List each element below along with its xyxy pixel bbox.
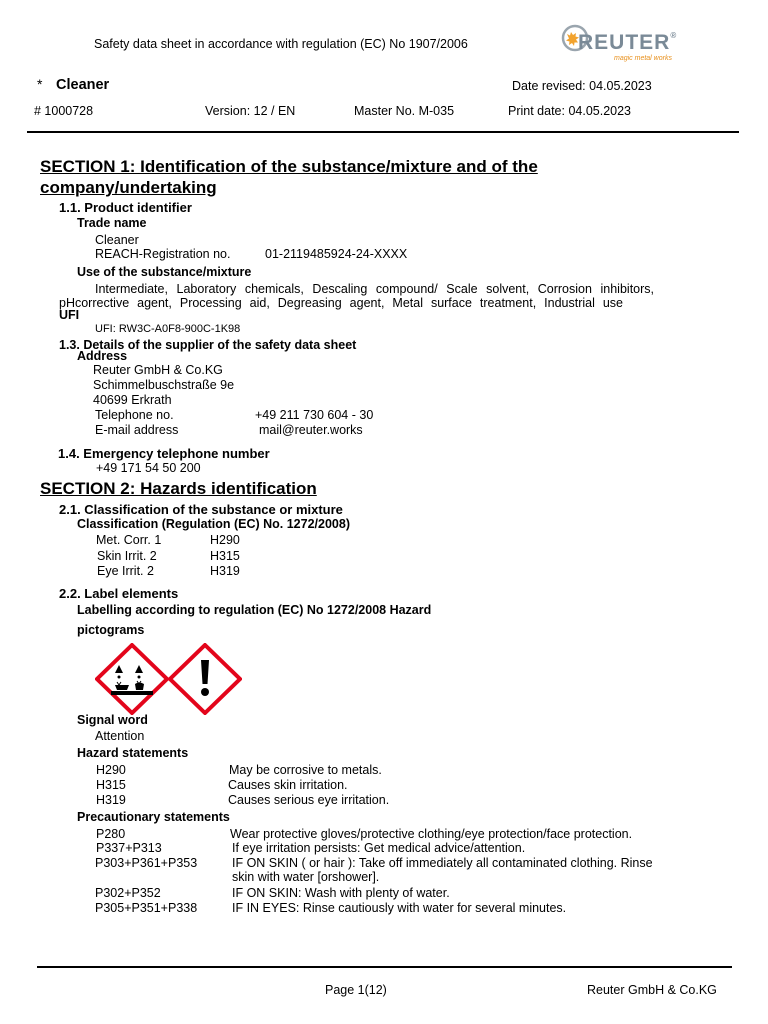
classification-name: Eye Irrit. 2 bbox=[97, 564, 154, 578]
classification-code: H290 bbox=[210, 533, 240, 547]
date-revised: Date revised: 04.05.2023 bbox=[512, 79, 652, 93]
logo-registered-mark: ® bbox=[670, 31, 678, 40]
product-number: # 1000728 bbox=[34, 104, 94, 118]
labelling-text: Labelling according to regulation (EC) No 1272/2008 Hazard bbox=[77, 603, 432, 617]
version: Version: 12 / EN bbox=[205, 104, 296, 118]
heading-2-1: 2.1. Classification of the substance or mixture bbox=[59, 502, 343, 517]
ufi-value: UFI: RW3C-A0F8-900C-1K98 bbox=[95, 323, 241, 335]
precaution-code: P305+P351+P338 bbox=[95, 901, 198, 915]
footer-divider bbox=[37, 966, 732, 968]
ufi-label: UFI bbox=[59, 308, 80, 322]
classification-label: Classification (Regulation (EC) No. 1272/2008) bbox=[77, 517, 350, 531]
hazard-text: May be corrosive to metals. bbox=[229, 763, 382, 777]
signal-word-value: Attention bbox=[95, 729, 145, 743]
use-line-2: pHcorrective agent, Processing aid, Degreasing agent, Metal surface treatment, Industrial use bbox=[59, 296, 623, 310]
exclamation-pictogram bbox=[168, 643, 242, 715]
trade-name-value: Cleaner bbox=[95, 233, 139, 247]
master-number: Master No. M-035 bbox=[354, 104, 455, 118]
section1-title-line1: SECTION 1: Identification of the substance/mixture and of the bbox=[40, 157, 538, 176]
hazard-code: H290 bbox=[96, 763, 126, 777]
section1-title-line2: company/undertaking bbox=[40, 178, 217, 197]
hazard-code: H319 bbox=[96, 793, 126, 807]
logo-tagline: magic metal works bbox=[614, 55, 672, 62]
use-line-1: Intermediate, Laboratory chemicals, Descaling compound/ Scale solvent, Corrosion inhibitors, bbox=[95, 282, 654, 296]
print-date: Print date: 04.05.2023 bbox=[508, 104, 632, 118]
section2-title: SECTION 2: Hazards identification bbox=[40, 479, 317, 498]
precaution-text: IF IN EYES: Rinse cautiously with water for several minutes. bbox=[232, 901, 567, 915]
hazard-text: Causes skin irritation. bbox=[228, 778, 348, 792]
classification-name: Skin Irrit. 2 bbox=[97, 549, 157, 563]
precaution-text-continued: skin with water [orshower]. bbox=[232, 870, 380, 884]
heading-1-3: 1.3. Details of the supplier of the safety data sheet bbox=[59, 338, 357, 352]
phone-value: +49 211 730 604 - 30 bbox=[255, 408, 374, 422]
hazard-statements-label: Hazard statements bbox=[77, 746, 189, 760]
use-label: Use of the substance/mixture bbox=[77, 265, 252, 279]
header-divider bbox=[27, 131, 739, 133]
classification-name: Met. Corr. 1 bbox=[96, 533, 162, 547]
address-city: 40699 Erkrath bbox=[93, 393, 172, 407]
email-label: E-mail address bbox=[95, 423, 179, 437]
regulation-text: Safety data sheet in accordance with regulation (EC) No 1907/2006 bbox=[94, 37, 468, 51]
product-title: Cleaner bbox=[56, 77, 110, 93]
logo-name: REUTER bbox=[578, 31, 671, 54]
pictograms-label: pictograms bbox=[77, 623, 145, 637]
hazard-text: Causes serious eye irritation. bbox=[228, 793, 390, 807]
address-label: Address bbox=[77, 349, 128, 363]
reach-label: REACH-Registration no. bbox=[95, 247, 231, 261]
precaution-code: P280 bbox=[96, 827, 126, 841]
emergency-number: +49 171 54 50 200 bbox=[96, 461, 201, 475]
corrosion-pictogram bbox=[95, 643, 169, 715]
signal-word-label: Signal word bbox=[77, 713, 148, 727]
trade-name-label: Trade name bbox=[77, 216, 147, 230]
page-number: Page 1(12) bbox=[325, 983, 387, 997]
address-street: Schimmelbuschstraße 9e bbox=[93, 378, 235, 392]
heading-1-1: 1.1. Product identifier bbox=[59, 200, 192, 215]
heading-1-4: 1.4. Emergency telephone number bbox=[58, 446, 270, 461]
classification-code: H315 bbox=[210, 549, 240, 563]
reuter-logo bbox=[558, 18, 708, 68]
reach-value: 01-2119485924-24-XXXX bbox=[265, 247, 408, 261]
classification-code: H319 bbox=[210, 564, 240, 578]
precaution-code: P337+P313 bbox=[96, 841, 162, 855]
star-marker: * bbox=[37, 76, 43, 92]
precaution-code: P303+P361+P353 bbox=[95, 856, 198, 870]
email-value: mail@reuter.works bbox=[259, 423, 363, 437]
precaution-text: If eye irritation persists: Get medical advice/attention. bbox=[232, 841, 526, 855]
hazard-code: H315 bbox=[96, 778, 126, 792]
address-company: Reuter GmbH & Co.KG bbox=[93, 363, 223, 377]
phone-label: Telephone no. bbox=[95, 408, 174, 422]
footer-company: Reuter GmbH & Co.KG bbox=[587, 983, 717, 997]
precaution-text: IF ON SKIN: Wash with plenty of water. bbox=[232, 886, 450, 900]
heading-2-2: 2.2. Label elements bbox=[59, 586, 179, 601]
precaution-text: IF ON SKIN ( or hair ): Take off immediately all contaminated clothing. Rinse bbox=[232, 856, 653, 870]
precaution-code: P302+P352 bbox=[95, 886, 161, 900]
precautionary-statements-label: Precautionary statements bbox=[77, 810, 230, 824]
precaution-text: Wear protective gloves/protective clothing/eye protection/face protection. bbox=[230, 827, 633, 841]
